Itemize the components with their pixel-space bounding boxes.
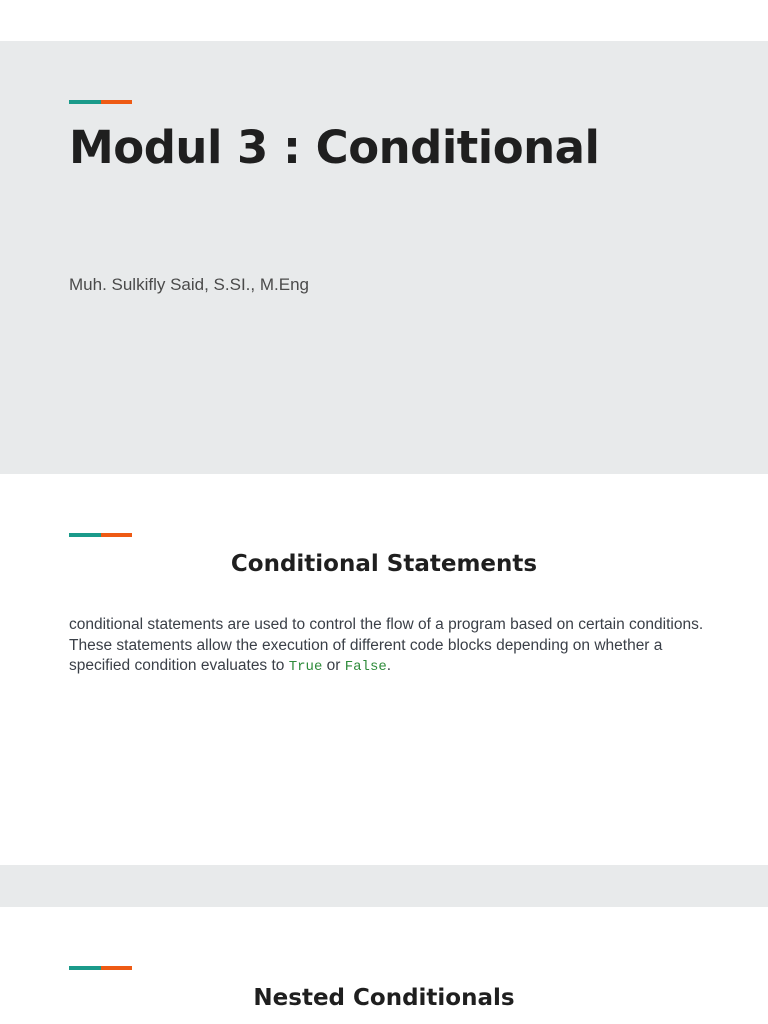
section-title: Nested Conditionals: [253, 985, 515, 1011]
accent-orange-segment: [101, 533, 132, 537]
accent-teal-segment: [69, 100, 101, 104]
code-false: False: [344, 659, 387, 675]
accent-teal-segment: [69, 533, 101, 537]
body-text-end: .: [386, 657, 392, 674]
slide-title: Modul 3 : Conditional: [69, 121, 600, 174]
slide-separator: [0, 865, 768, 907]
section-accent-bar: [69, 533, 132, 537]
body-text-part: conditional statements are used to control the flow of a program based on certain conditions. These statements allow the execution of different code blocks depending on whether a specified condition evaluates to: [69, 616, 704, 674]
nested-conditionals-slide: [0, 907, 768, 1024]
title-slide: [0, 41, 768, 474]
body-text-or: or: [322, 657, 345, 674]
section-body-text: [69, 615, 709, 678]
conditional-statements-slide: [0, 474, 768, 865]
accent-orange-segment: [101, 100, 132, 104]
author-name: Muh. Sulkifly Said, S.SI., M.Eng: [69, 275, 309, 294]
section-title: Conditional Statements: [230, 551, 538, 577]
page-top-margin: [0, 0, 768, 41]
section-accent-bar: [69, 966, 132, 970]
code-true: True: [288, 659, 323, 675]
accent-orange-segment: [101, 966, 132, 970]
accent-teal-segment: [69, 966, 101, 970]
title-accent-bar: [69, 100, 132, 104]
